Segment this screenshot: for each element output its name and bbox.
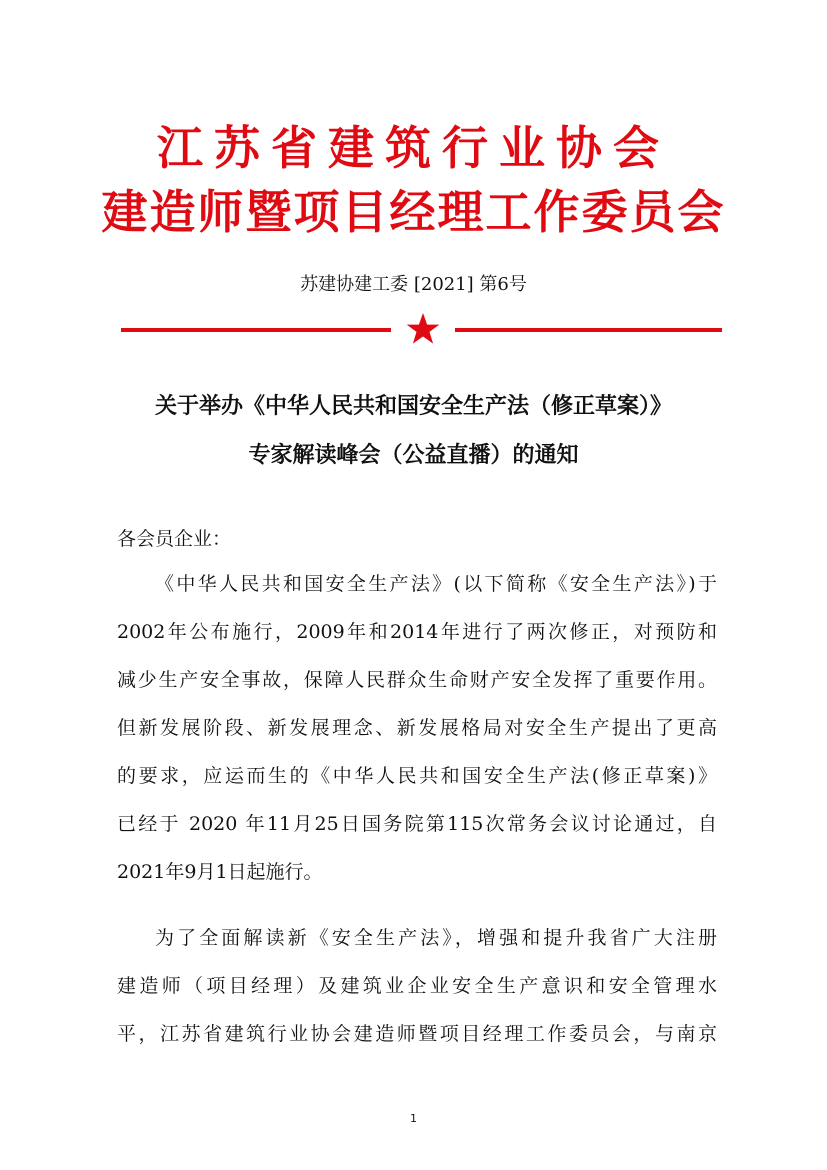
salutation: 各会员企业： (117, 528, 232, 550)
paragraph-line: 《中华人民共和国安全生产法》(以下简称《安全生产法》)于 (155, 573, 717, 595)
red-divider-right (455, 328, 722, 332)
paragraph-line: 已经于 2020 年11月25日国务院第115次常务会议讨论通过，自 (117, 813, 717, 835)
paragraph-line: 但新发展阶段、新发展理念、新发展格局对安全生产提出了更高 (117, 717, 717, 739)
document-number: 苏建协建工委 [2021] 第6号 (300, 274, 527, 295)
star-icon (406, 312, 440, 346)
paragraph-line: 为了全面解读新《安全生产法》，增强和提升我省广大注册 (155, 927, 717, 949)
paragraph-line: 平，江苏省建筑行业协会建造师暨项目经理工作委员会，与南京 (117, 1023, 717, 1045)
issuer-name-line1: 江苏省建筑行业协会 (157, 121, 670, 175)
notice-title-line1: 关于举办《中华人民共和国安全生产法（修正草案）》 (154, 394, 672, 419)
paragraph-2 (117, 914, 717, 1058)
paragraph-line: 2021年9月1日起施行。 (117, 861, 323, 883)
paragraph-line: 建造师（项目经理）及建筑业企业安全生产意识和安全管理水 (117, 975, 717, 997)
red-divider-left (121, 328, 391, 332)
page-number: 1 (410, 1112, 417, 1125)
paragraph-line: 2002年公布施行，2009年和2014年进行了两次修正，对预防和 (117, 621, 717, 643)
paragraph-line: 减少生产安全事故，保障人民群众生命财产安全发挥了重要作用。 (117, 669, 717, 691)
issuer-name-line2: 建造师暨项目经理工作委员会 (101, 185, 726, 239)
paragraph-1 (117, 560, 717, 896)
notice-title-line2: 专家解读峰会（公益直播）的通知 (248, 443, 579, 468)
paragraph-line: 的要求，应运而生的《中华人民共和国安全生产法(修正草案)》 (117, 765, 717, 787)
